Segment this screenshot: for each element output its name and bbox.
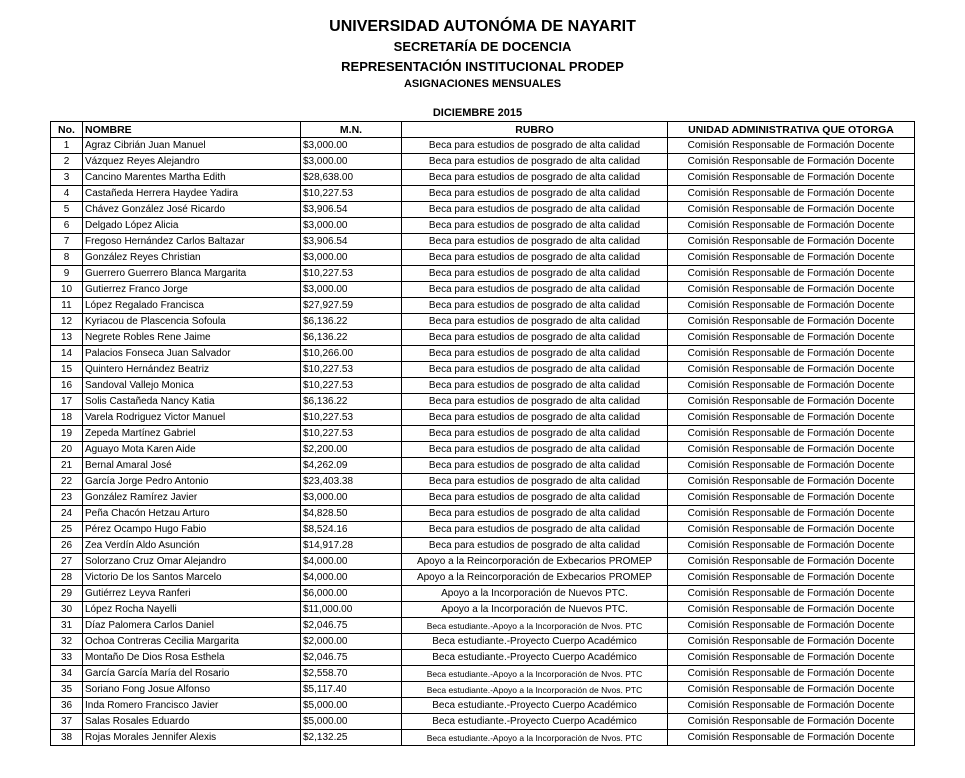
recipient-name: Castañeda Herrera Haydee Yadira <box>83 186 301 202</box>
granting-unit: Comisión Responsable de Formación Docente <box>668 618 915 634</box>
recipient-name: Victorio De los Santos Marcelo <box>83 570 301 586</box>
row-number: 29 <box>51 586 83 602</box>
recipient-name: Solis Castañeda Nancy Katia <box>83 394 301 410</box>
row-number: 5 <box>51 202 83 218</box>
rubro: Beca para estudios de posgrado de alta calidad <box>402 314 668 330</box>
amount-mn: $2,200.00 <box>301 442 402 458</box>
rubro: Apoyo a la Incorporación de Nuevos PTC. <box>402 586 668 602</box>
column-header-no: No. <box>51 122 83 138</box>
granting-unit: Comisión Responsable de Formación Docente <box>668 314 915 330</box>
row-number: 9 <box>51 266 83 282</box>
recipient-name: Díaz Palomera Carlos Daniel <box>83 618 301 634</box>
granting-unit: Comisión Responsable de Formación Docente <box>668 170 915 186</box>
recipient-name: González Ramírez Javier <box>83 490 301 506</box>
row-number: 14 <box>51 346 83 362</box>
column-header-amount: M.N. <box>301 122 402 138</box>
amount-mn: $3,000.00 <box>301 154 402 170</box>
table-row <box>51 730 915 746</box>
granting-unit: Comisión Responsable de Formación Docente <box>668 538 915 554</box>
amount-mn: $11,000.00 <box>301 602 402 618</box>
recipient-name: López Rocha Nayelli <box>83 602 301 618</box>
recipient-name: Sandoval Vallejo Monica <box>83 378 301 394</box>
recipient-name: Soriano Fong Josue Alfonso <box>83 682 301 698</box>
granting-unit: Comisión Responsable de Formación Docente <box>668 218 915 234</box>
granting-unit: Comisión Responsable de Formación Docente <box>668 394 915 410</box>
recipient-name: López Regalado Francisca <box>83 298 301 314</box>
granting-unit: Comisión Responsable de Formación Docente <box>668 234 915 250</box>
rubro: Apoyo a la Reincorporación de Exbecarios PROMEP <box>402 570 668 586</box>
rubro: Beca para estudios de posgrado de alta calidad <box>402 234 668 250</box>
granting-unit: Comisión Responsable de Formación Docente <box>668 426 915 442</box>
granting-unit: Comisión Responsable de Formación Docente <box>668 458 915 474</box>
row-number: 26 <box>51 538 83 554</box>
granting-unit: Comisión Responsable de Formación Docente <box>668 186 915 202</box>
rubro: Beca para estudios de posgrado de alta calidad <box>402 410 668 426</box>
rubro: Beca para estudios de posgrado de alta calidad <box>402 170 668 186</box>
amount-mn: $10,227.53 <box>301 186 402 202</box>
rubro: Beca para estudios de posgrado de alta calidad <box>402 154 668 170</box>
granting-unit: Comisión Responsable de Formación Docente <box>668 570 915 586</box>
rubro: Beca para estudios de posgrado de alta calidad <box>402 426 668 442</box>
amount-mn: $3,000.00 <box>301 138 402 154</box>
granting-unit: Comisión Responsable de Formación Docente <box>668 442 915 458</box>
table-row <box>51 234 915 250</box>
table-row <box>51 586 915 602</box>
recipient-name: Delgado López Alicia <box>83 218 301 234</box>
rubro: Beca para estudios de posgrado de alta calidad <box>402 346 668 362</box>
row-number: 12 <box>51 314 83 330</box>
row-number: 8 <box>51 250 83 266</box>
table-row <box>51 490 915 506</box>
row-number: 13 <box>51 330 83 346</box>
recipient-name: Solorzano Cruz Omar Alejandro <box>83 554 301 570</box>
granting-unit: Comisión Responsable de Formación Docente <box>668 474 915 490</box>
recipient-name: Salas Rosales Eduardo <box>83 714 301 730</box>
table-row <box>51 506 915 522</box>
granting-unit: Comisión Responsable de Formación Docente <box>668 330 915 346</box>
rubro: Beca para estudios de posgrado de alta calidad <box>402 282 668 298</box>
row-number: 28 <box>51 570 83 586</box>
row-number: 7 <box>51 234 83 250</box>
recipient-name: Bernal Amaral José <box>83 458 301 474</box>
rubro: Beca para estudios de posgrado de alta calidad <box>402 330 668 346</box>
granting-unit: Comisión Responsable de Formación Docente <box>668 602 915 618</box>
recipient-name: Quintero Hernández Beatriz <box>83 362 301 378</box>
row-number: 1 <box>51 138 83 154</box>
recipient-name: Gutierrez Franco Jorge <box>83 282 301 298</box>
recipient-name: Fregoso Hernández Carlos Baltazar <box>83 234 301 250</box>
amount-mn: $2,046.75 <box>301 618 402 634</box>
rubro: Beca para estudios de posgrado de alta calidad <box>402 474 668 490</box>
assignments-table <box>50 121 915 746</box>
amount-mn: $3,000.00 <box>301 218 402 234</box>
recipient-name: García García María del Rosario <box>83 666 301 682</box>
table-header-row <box>51 122 915 138</box>
table-body <box>51 138 915 746</box>
row-number: 30 <box>51 602 83 618</box>
amount-mn: $3,000.00 <box>301 250 402 266</box>
table-row <box>51 538 915 554</box>
recipient-name: Pérez Ocampo Hugo Fabio <box>83 522 301 538</box>
granting-unit: Comisión Responsable de Formación Docente <box>668 250 915 266</box>
row-number: 33 <box>51 650 83 666</box>
granting-unit: Comisión Responsable de Formación Docente <box>668 682 915 698</box>
row-number: 2 <box>51 154 83 170</box>
recipient-name: García Jorge Pedro Antonio <box>83 474 301 490</box>
rubro: Beca para estudios de posgrado de alta calidad <box>402 458 668 474</box>
period-label: DICIEMBRE 2015 <box>432 107 523 119</box>
secretariat-title: SECRETARÍA DE DOCENCIA <box>393 39 572 54</box>
row-number: 31 <box>51 618 83 634</box>
document-subtitle: ASIGNACIONES MENSUALES <box>403 78 562 90</box>
rubro: Beca para estudios de posgrado de alta calidad <box>402 362 668 378</box>
recipient-name: Aguayo Mota Karen Aide <box>83 442 301 458</box>
column-header-unit: UNIDAD ADMINISTRATIVA QUE OTORGA <box>668 122 915 138</box>
amount-mn: $10,227.53 <box>301 426 402 442</box>
table-row <box>51 298 915 314</box>
rubro: Apoyo a la Incorporación de Nuevos PTC. <box>402 602 668 618</box>
recipient-name: Zea Verdín Aldo Asunción <box>83 538 301 554</box>
amount-mn: $8,524.16 <box>301 522 402 538</box>
table-row <box>51 666 915 682</box>
granting-unit: Comisión Responsable de Formación Docente <box>668 154 915 170</box>
granting-unit: Comisión Responsable de Formación Docente <box>668 506 915 522</box>
amount-mn: $5,000.00 <box>301 714 402 730</box>
rubro: Beca estudiante.-Proyecto Cuerpo Académico <box>402 634 668 650</box>
table-row <box>51 602 915 618</box>
amount-mn: $3,906.54 <box>301 234 402 250</box>
amount-mn: $23,403.38 <box>301 474 402 490</box>
table-row <box>51 714 915 730</box>
table-row <box>51 250 915 266</box>
recipient-name: Montaño De Dios Rosa Esthela <box>83 650 301 666</box>
table-row <box>51 266 915 282</box>
row-number: 6 <box>51 218 83 234</box>
table-row <box>51 618 915 634</box>
rubro: Beca estudiante.-Apoyo a la Incorporación de Nvos. PTC <box>402 730 668 746</box>
amount-mn: $2,000.00 <box>301 634 402 650</box>
amount-mn: $6,136.22 <box>301 314 402 330</box>
table-row <box>51 170 915 186</box>
amount-mn: $2,132.25 <box>301 730 402 746</box>
granting-unit: Comisión Responsable de Formación Docente <box>668 666 915 682</box>
row-number: 10 <box>51 282 83 298</box>
row-number: 36 <box>51 698 83 714</box>
amount-mn: $2,558.70 <box>301 666 402 682</box>
granting-unit: Comisión Responsable de Formación Docente <box>668 362 915 378</box>
rubro: Apoyo a la Reincorporación de Exbecarios PROMEP <box>402 554 668 570</box>
amount-mn: $4,000.00 <box>301 554 402 570</box>
rubro: Beca para estudios de posgrado de alta calidad <box>402 506 668 522</box>
rubro: Beca estudiante.-Apoyo a la Incorporación de Nvos. PTC <box>402 666 668 682</box>
row-number: 24 <box>51 506 83 522</box>
granting-unit: Comisión Responsable de Formación Docente <box>668 410 915 426</box>
amount-mn: $5,117.40 <box>301 682 402 698</box>
recipient-name: Zepeda Martínez Gabriel <box>83 426 301 442</box>
granting-unit: Comisión Responsable de Formación Docente <box>668 714 915 730</box>
table-row <box>51 650 915 666</box>
rubro: Beca para estudios de posgrado de alta calidad <box>402 538 668 554</box>
granting-unit: Comisión Responsable de Formación Docente <box>668 138 915 154</box>
amount-mn: $28,638.00 <box>301 170 402 186</box>
row-number: 27 <box>51 554 83 570</box>
row-number: 20 <box>51 442 83 458</box>
granting-unit: Comisión Responsable de Formación Docente <box>668 298 915 314</box>
table-row <box>51 202 915 218</box>
recipient-name: Varela Rodriguez Victor Manuel <box>83 410 301 426</box>
amount-mn: $10,227.53 <box>301 266 402 282</box>
amount-mn: $3,000.00 <box>301 282 402 298</box>
row-number: 34 <box>51 666 83 682</box>
amount-mn: $10,227.53 <box>301 378 402 394</box>
row-number: 25 <box>51 522 83 538</box>
rubro: Beca para estudios de posgrado de alta calidad <box>402 490 668 506</box>
table-row <box>51 554 915 570</box>
amount-mn: $2,046.75 <box>301 650 402 666</box>
recipient-name: Negrete Robles Rene Jaime <box>83 330 301 346</box>
table-row <box>51 698 915 714</box>
row-number: 38 <box>51 730 83 746</box>
university-title: UNIVERSIDAD AUTONÓMA DE NAYARIT <box>329 18 636 35</box>
amount-mn: $3,000.00 <box>301 490 402 506</box>
amount-mn: $4,262.09 <box>301 458 402 474</box>
granting-unit: Comisión Responsable de Formación Docente <box>668 266 915 282</box>
rubro: Beca para estudios de posgrado de alta calidad <box>402 394 668 410</box>
amount-mn: $10,227.53 <box>301 410 402 426</box>
table-row <box>51 682 915 698</box>
table-row <box>51 138 915 154</box>
recipient-name: Cancino Marentes Martha Edith <box>83 170 301 186</box>
amount-mn: $6,000.00 <box>301 586 402 602</box>
rubro: Beca para estudios de posgrado de alta calidad <box>402 522 668 538</box>
granting-unit: Comisión Responsable de Formación Docente <box>668 650 915 666</box>
table-row <box>51 426 915 442</box>
granting-unit: Comisión Responsable de Formación Docente <box>668 730 915 746</box>
rubro: Beca para estudios de posgrado de alta calidad <box>402 186 668 202</box>
rubro: Beca estudiante.-Apoyo a la Incorporación de Nvos. PTC <box>402 618 668 634</box>
row-number: 21 <box>51 458 83 474</box>
granting-unit: Comisión Responsable de Formación Docente <box>668 522 915 538</box>
granting-unit: Comisión Responsable de Formación Docente <box>668 282 915 298</box>
table-row <box>51 378 915 394</box>
amount-mn: $6,136.22 <box>301 330 402 346</box>
rubro: Beca para estudios de posgrado de alta calidad <box>402 138 668 154</box>
row-number: 32 <box>51 634 83 650</box>
table-row <box>51 474 915 490</box>
amount-mn: $27,927.59 <box>301 298 402 314</box>
table-row <box>51 346 915 362</box>
rubro: Beca para estudios de posgrado de alta calidad <box>402 298 668 314</box>
recipient-name: Vázquez Reyes Alejandro <box>83 154 301 170</box>
rubro: Beca para estudios de posgrado de alta calidad <box>402 378 668 394</box>
recipient-name: Peña Chacón Hetzau Arturo <box>83 506 301 522</box>
table-row <box>51 634 915 650</box>
rubro: Beca estudiante.-Proyecto Cuerpo Académico <box>402 698 668 714</box>
table-row <box>51 154 915 170</box>
rubro: Beca estudiante.-Apoyo a la Incorporación de Nvos. PTC <box>402 682 668 698</box>
table-row <box>51 522 915 538</box>
granting-unit: Comisión Responsable de Formación Docente <box>668 634 915 650</box>
amount-mn: $3,906.54 <box>301 202 402 218</box>
amount-mn: $14,917.28 <box>301 538 402 554</box>
granting-unit: Comisión Responsable de Formación Docente <box>668 378 915 394</box>
row-number: 23 <box>51 490 83 506</box>
recipient-name: Guerrero Guerrero Blanca Margarita <box>83 266 301 282</box>
row-number: 4 <box>51 186 83 202</box>
row-number: 22 <box>51 474 83 490</box>
recipient-name: Ochoa Contreras Cecilia Margarita <box>83 634 301 650</box>
rubro: Beca estudiante.-Proyecto Cuerpo Académico <box>402 650 668 666</box>
table-row <box>51 442 915 458</box>
row-number: 37 <box>51 714 83 730</box>
column-header-name: NOMBRE <box>83 122 301 138</box>
recipient-name: Kyriacou de Plascencia Sofoula <box>83 314 301 330</box>
row-number: 17 <box>51 394 83 410</box>
rubro: Beca para estudios de posgrado de alta calidad <box>402 442 668 458</box>
granting-unit: Comisión Responsable de Formación Docente <box>668 554 915 570</box>
row-number: 16 <box>51 378 83 394</box>
granting-unit: Comisión Responsable de Formación Docente <box>668 490 915 506</box>
row-number: 18 <box>51 410 83 426</box>
recipient-name: Agraz Cibrián Juan Manuel <box>83 138 301 154</box>
rubro: Beca para estudios de posgrado de alta calidad <box>402 218 668 234</box>
granting-unit: Comisión Responsable de Formación Docente <box>668 346 915 362</box>
table-row <box>51 362 915 378</box>
table-row <box>51 410 915 426</box>
rubro: Beca para estudios de posgrado de alta calidad <box>402 266 668 282</box>
row-number: 35 <box>51 682 83 698</box>
row-number: 3 <box>51 170 83 186</box>
granting-unit: Comisión Responsable de Formación Docente <box>668 202 915 218</box>
table-row <box>51 314 915 330</box>
granting-unit: Comisión Responsable de Formación Docente <box>668 698 915 714</box>
recipient-name: Palacios Fonseca Juan Salvador <box>83 346 301 362</box>
column-header-rubro: RUBRO <box>402 122 668 138</box>
granting-unit: Comisión Responsable de Formación Docente <box>668 586 915 602</box>
table-row <box>51 570 915 586</box>
table-row <box>51 218 915 234</box>
amount-mn: $4,000.00 <box>301 570 402 586</box>
table-row <box>51 330 915 346</box>
rubro: Beca para estudios de posgrado de alta calidad <box>402 202 668 218</box>
row-number: 19 <box>51 426 83 442</box>
recipient-name: González Reyes Christian <box>83 250 301 266</box>
recipient-name: Gutiérrez Leyva Ranferi <box>83 586 301 602</box>
amount-mn: $10,266.00 <box>301 346 402 362</box>
amount-mn: $5,000.00 <box>301 698 402 714</box>
rubro: Beca para estudios de posgrado de alta calidad <box>402 250 668 266</box>
table-row <box>51 282 915 298</box>
row-number: 11 <box>51 298 83 314</box>
amount-mn: $6,136.22 <box>301 394 402 410</box>
row-number: 15 <box>51 362 83 378</box>
table-row <box>51 186 915 202</box>
table-row <box>51 394 915 410</box>
recipient-name: Rojas Morales Jennifer Alexis <box>83 730 301 746</box>
rubro: Beca estudiante.-Proyecto Cuerpo Académico <box>402 714 668 730</box>
recipient-name: Chávez González José Ricardo <box>83 202 301 218</box>
representation-title: REPRESENTACIÓN INSTITUCIONAL PRODEP <box>341 59 624 74</box>
table-row <box>51 458 915 474</box>
recipient-name: Inda Romero Francisco Javier <box>83 698 301 714</box>
amount-mn: $10,227.53 <box>301 362 402 378</box>
amount-mn: $4,828.50 <box>301 506 402 522</box>
